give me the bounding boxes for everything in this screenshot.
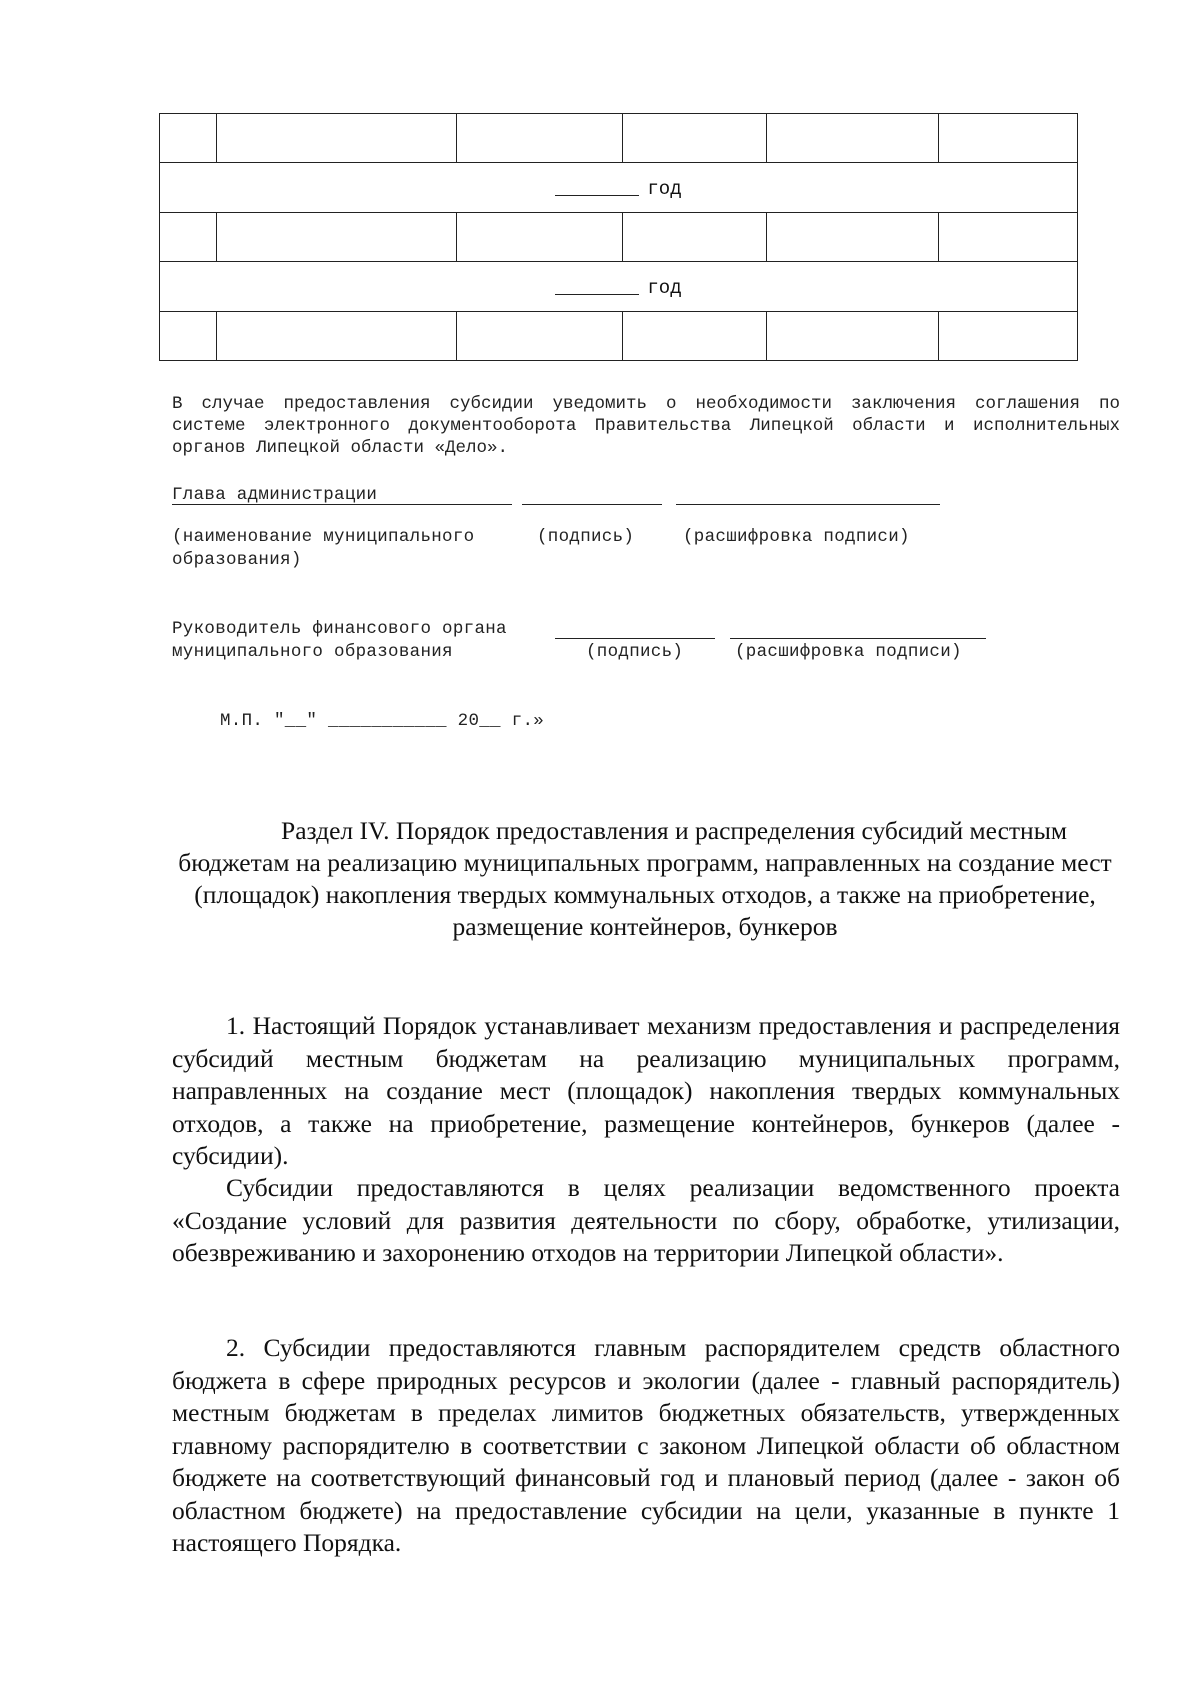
decoding-line bbox=[676, 504, 940, 505]
table-cell bbox=[767, 213, 939, 262]
finance-signature-line bbox=[555, 638, 715, 639]
notice-text: В случае предоставления субсидии уведомить о необходимости заключения соглашения по системе электронного документооборота Правительства Липецкой области и исполнительных органов Липецкой области «Дело». bbox=[172, 394, 1120, 458]
caption-municipality: (наименование муниципального bbox=[172, 527, 475, 547]
year-cell bbox=[160, 262, 1078, 312]
table-cell bbox=[939, 213, 1078, 262]
finance-title: Руководитель финансового органа bbox=[172, 619, 507, 639]
table-cell bbox=[939, 114, 1078, 163]
year-cell bbox=[160, 163, 1078, 213]
finance-caption-signature: (подпись) bbox=[586, 642, 684, 662]
table-cell bbox=[457, 312, 623, 361]
caption-decoding: (расшифровка подписи) bbox=[683, 527, 910, 547]
table-cell bbox=[217, 114, 457, 163]
allocation-table bbox=[159, 113, 1078, 361]
head-title: Глава администрации bbox=[172, 485, 378, 505]
table-cell bbox=[160, 114, 217, 163]
table-row bbox=[160, 114, 1078, 163]
year-row bbox=[160, 262, 1078, 312]
table-cell bbox=[457, 213, 623, 262]
caption-signature: (подпись) bbox=[537, 527, 635, 547]
year-label: год bbox=[647, 177, 682, 200]
year-blank bbox=[555, 176, 639, 196]
signature-line bbox=[522, 504, 662, 505]
table-cell bbox=[457, 114, 623, 163]
table-cell bbox=[939, 312, 1078, 361]
section-heading: Раздел IV. Порядок предоставления и распределения субсидий местным бюджетам на реализацию муниципальных программ, направленных на создание мест (площадок) накопления твердых коммунальных отходов, а также на приобретение, размещение контейнеров, бункеров bbox=[178, 816, 1112, 941]
table-cell bbox=[623, 312, 767, 361]
paragraph-1: 1. Настоящий Порядок устанавливает механизм предоставления и распределения субсидий местным бюджетам на реализацию муниципальных программ, направленных на создание мест (площадок) накопления твердых коммунальных отходов, а также на приобретение, размещение контейнеров, бункеров (далее - субсидии). bbox=[172, 1011, 1120, 1170]
table-cell bbox=[160, 312, 217, 361]
year-blank bbox=[555, 275, 639, 295]
finance-title-cont: муниципального образования bbox=[172, 642, 453, 662]
year-label: год bbox=[647, 276, 682, 299]
table-cell bbox=[767, 312, 939, 361]
municipality-line bbox=[172, 504, 512, 505]
finance-decoding-line bbox=[730, 638, 986, 639]
table-cell bbox=[217, 213, 457, 262]
paragraph-2: 2. Субсидии предоставляются главным распорядителем средств областного бюджета в сфере природных ресурсов и экологии (далее - главный распорядитель) местным бюджетам в пределах лимитов бюджетных обязательств, утвержденных главному распорядителю в соответствии с законом Липецкой области об областном бюджете на соответствующий финансовый год и плановый период (далее - закон об областном бюджете) на предоставление субсидии на цели, указанные в пункте 1 настоящего Порядка. bbox=[172, 1333, 1120, 1557]
stamp-date-line: М.П. "__" ___________ 20__ г.» bbox=[220, 711, 545, 731]
table-cell bbox=[160, 213, 217, 262]
table-row bbox=[160, 312, 1078, 361]
table-cell bbox=[767, 114, 939, 163]
finance-caption-decoding: (расшифровка подписи) bbox=[735, 642, 962, 662]
paragraph-1-cont: Субсидии предоставляются в целях реализации ведомственного проекта «Создание условий для развития деятельности по сбору, обработке, утилизации, обезвреживанию и захоронению отходов на территории Липецкой области». bbox=[172, 1173, 1120, 1267]
table-cell bbox=[623, 114, 767, 163]
caption-municipality-cont: образования) bbox=[172, 550, 302, 570]
table-cell bbox=[623, 213, 767, 262]
table-cell bbox=[217, 312, 457, 361]
year-row bbox=[160, 163, 1078, 213]
table-row bbox=[160, 213, 1078, 262]
